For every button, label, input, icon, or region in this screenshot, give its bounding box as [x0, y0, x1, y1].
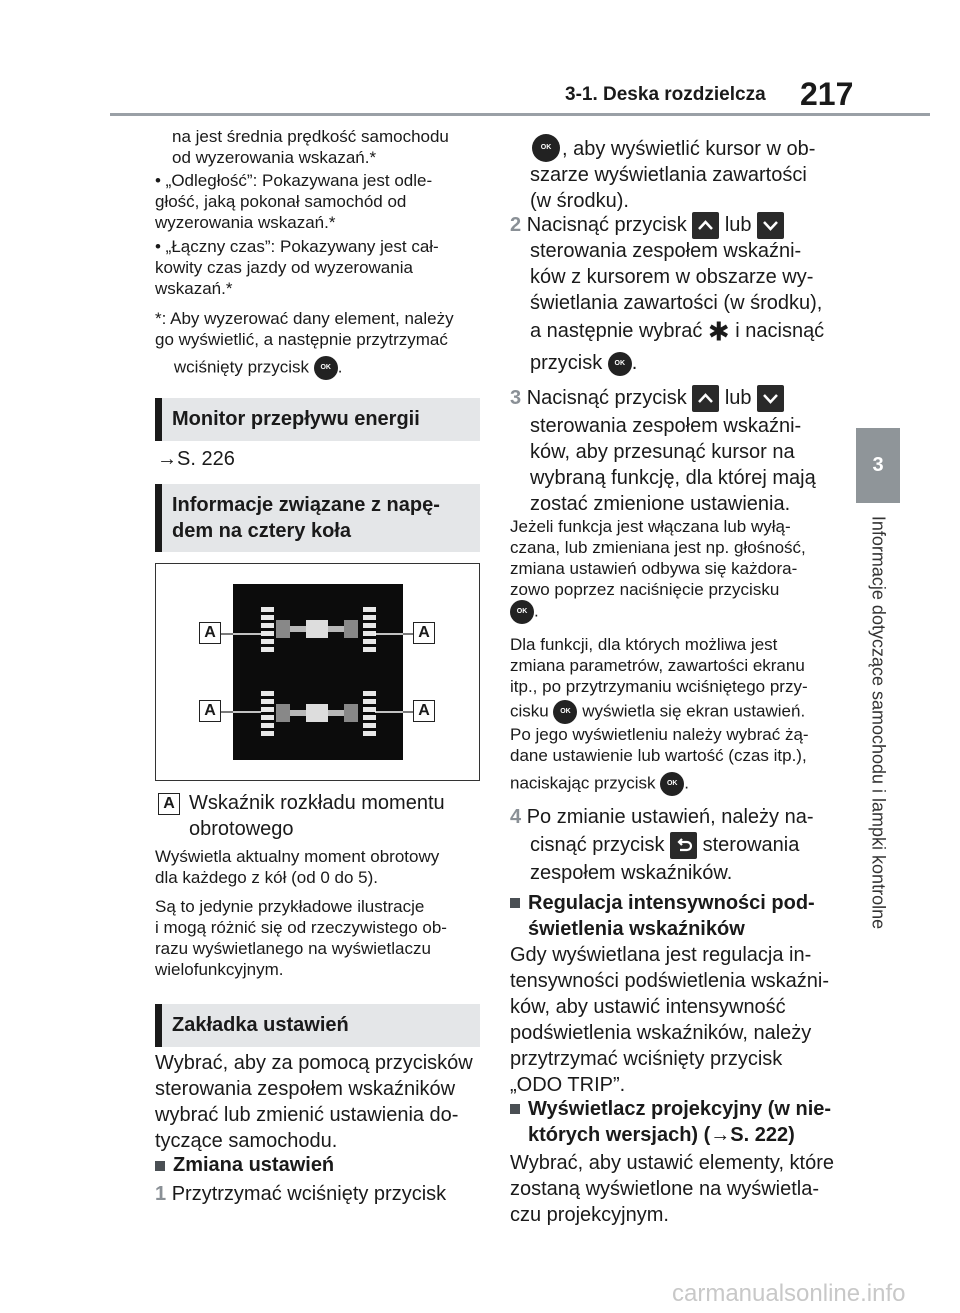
ok-button-icon: OK	[510, 600, 534, 624]
section-title: 3-1. Deska rozdzielcza	[565, 84, 766, 105]
step-2-line1	[510, 212, 784, 239]
chapter-side-label	[856, 512, 900, 932]
step-text: Nacisnąć przycisk	[526, 214, 687, 236]
ok-button-icon: OK	[532, 134, 560, 162]
info-text: wyświetla się ekran ustawień.	[582, 701, 806, 721]
info-end: .	[684, 773, 689, 793]
footer-watermark: carmanualsonline.info	[672, 1280, 906, 1307]
step-4-line3: zespołem wskaźników.	[530, 862, 733, 884]
or-text: lub	[724, 387, 752, 409]
or-text: lub	[724, 214, 752, 236]
bullet-distance: • „Odległość”: Pokazywana jest odle- głość, jaką pokonał samochód od wyzerowania wskazań.*	[155, 171, 433, 232]
step-number: 1	[155, 1183, 167, 1205]
up-arrow-button-icon	[692, 212, 719, 239]
info-settings-text: Dla funkcji, dla których możliwa jest zmiana parametrów, zawartości ekranu itp., po przytrzymaniu wciśniętego przy-	[510, 635, 808, 696]
ok-button-icon: OK	[314, 356, 338, 380]
section-settings-tab: Zakładka ustawień	[155, 1004, 480, 1047]
page-number: 217	[800, 76, 854, 112]
section-4wd-info: Informacje związane z napę- dem na cztery koła	[155, 484, 480, 552]
step-2-text: sterowania zespołem wskaźni- ków z kursorem w obszarze wy- świetlania zawartości (w środku),	[530, 240, 823, 314]
step-end: .	[631, 352, 638, 374]
back-button-icon	[670, 832, 697, 859]
step-3-text: sterowania zespołem wskaźni- ków, aby przesunąć kursor na wybraną funkcję, dla której mają zostać zmienione ustawienia.	[530, 415, 816, 515]
info-toggle-ok	[510, 600, 539, 624]
bullet-total-time: • „Łączny czas”: Pokazywany jest cał- kowity czas jazdy od wyzerowania wskazań.*	[155, 237, 439, 298]
caption-title: Wskaźnik rozkładu momentu obrotowego	[189, 792, 445, 840]
settings-text: Wybrać, aby za pomocą przycisków sterowania zespołem wskaźników wybrać lub zmienić ustawienia do- tyczące samochodu.	[155, 1052, 473, 1152]
figure-label-a-front-right: A	[413, 622, 435, 644]
figure-frame	[155, 563, 480, 781]
info-text: cisku	[510, 701, 549, 721]
figure-label-a-rear-left: A	[199, 700, 221, 722]
up-arrow-button-icon	[692, 385, 719, 412]
chapter-side-text: Informacje dotyczące samochodu i lampki kontrolne	[868, 515, 889, 930]
gear-icon: ✱	[707, 316, 730, 347]
info-settings-line	[510, 700, 805, 724]
step-3-line1	[510, 385, 784, 412]
figure-label-a-front-left: A	[199, 622, 221, 644]
para-average-speed: na jest średnia prędkość samochodu od wyzerowania wskazań.*	[172, 127, 449, 167]
step-text: sterowania	[702, 834, 800, 856]
footnote-text-b: wciśnięty przycisk	[155, 357, 309, 377]
info-settings-text-2: Po jego wyświetleniu należy wybrać żą- dane ustawienie lub wartość (czas itp.),	[510, 725, 809, 765]
square-bullet-icon	[510, 898, 520, 908]
step-1	[155, 1181, 446, 1207]
step-text: cisnąć przycisk	[530, 834, 665, 856]
subheading-brightness	[510, 890, 815, 942]
header-rule	[110, 113, 930, 116]
info-toggle-text: Jeżeli funkcja jest włączana lub wyłą- czana, lub zmieniana jest np. głośność, zmiana ustawień odbywa się każdora- zowo poprzez naciśnięcie przycisku	[510, 517, 806, 599]
step-number: 2	[510, 214, 522, 236]
caption-text: Wyświetla aktualny moment obrotowy dla każdego z kół (od 0 do 5).	[155, 847, 440, 887]
down-arrow-button-icon	[757, 212, 784, 239]
info-text: naciskając przycisk	[510, 773, 656, 793]
step-text: Nacisnąć przycisk	[526, 387, 687, 409]
figure-label-a-rear-right: A	[413, 700, 435, 722]
step-text: a następnie wybrać	[530, 320, 703, 342]
subheading-text: Wyświetlacz projekcyjny (w nie- których wersjach) (→S. 222)	[528, 1098, 832, 1146]
down-arrow-button-icon	[757, 385, 784, 412]
step-4-line2	[530, 832, 799, 859]
ok-button-icon: OK	[608, 352, 632, 376]
subheading-text: Zmiana ustawień	[173, 1154, 335, 1176]
step-number: 3	[510, 387, 522, 409]
step-text: Przytrzymać wciśnięty przycisk	[171, 1183, 447, 1205]
illustration-note: Są to jedynie przykładowe ilustracje i mogą różnić się od rzeczywistego ob- razu wyświetlanego na wyświetlaczu wielofunkcyjnym.	[155, 897, 447, 979]
energy-monitor-ref: →S. 226	[157, 448, 235, 470]
step-text: i nacisnąć	[735, 320, 825, 342]
torque-distribution-figure	[156, 564, 479, 780]
step-4-line1	[510, 804, 814, 830]
step-1-continued: , aby wyświetlić kursor w ob- szarze wyświetlania zawartości (w środku).	[530, 138, 816, 212]
step-text: przycisk	[530, 352, 603, 374]
footnote-line	[155, 356, 342, 380]
ok-button-icon: OK	[660, 772, 684, 796]
footnote-end: .	[337, 357, 343, 377]
square-bullet-icon	[155, 1161, 165, 1171]
square-bullet-icon	[510, 1104, 520, 1114]
subheading-change-settings	[155, 1152, 334, 1178]
step-text: Po zmianie ustawień, należy na-	[526, 806, 814, 828]
info-end: .	[534, 601, 539, 621]
chapter-tab: 3	[856, 428, 900, 503]
brightness-text: Gdy wyświetlana jest regulacja in- tensywności podświetlenia wskaźni- ków, aby ustawić intensywność podświetlenia wskaźników, należy przytrzymać wciśnięty przycisk „ODO TRIP”.	[510, 944, 830, 1096]
footnote-text: *: Aby wyzerować dany element, należy go wyświetlić, a następnie przytrzymać	[155, 309, 454, 349]
section-energy-monitor: Monitor przepływu energii	[155, 398, 480, 441]
step-2-line-ok	[530, 350, 637, 376]
caption-label-a: A	[158, 793, 180, 815]
hud-text: Wybrać, aby ustawić elementy, które zostaną wyświetlone na wyświetla- czu projekcyjnym.	[510, 1152, 835, 1226]
step-number: 4	[510, 806, 522, 828]
subheading-text: Regulacja intensywności pod- świetlenia wskaźników	[528, 892, 815, 940]
info-settings-ok	[510, 772, 689, 796]
ok-button-icon: OK	[553, 700, 577, 724]
subheading-hud	[510, 1096, 831, 1148]
step-2-line-gear	[530, 318, 824, 345]
